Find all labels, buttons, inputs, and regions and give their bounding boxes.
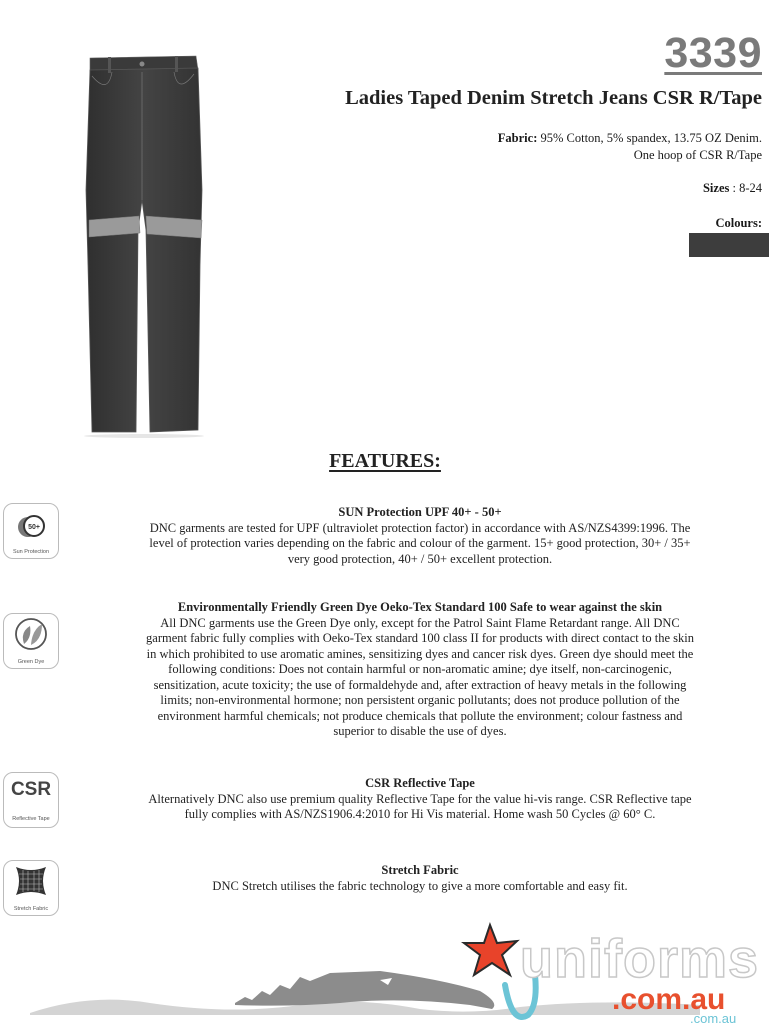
feature-line: DNC garments are tested for UPF (ultraviolet protection factor) in accordance with AS/NZS4399:1996. The [149, 520, 691, 535]
product-code: 3339 [664, 29, 762, 77]
feature-title: Environmentally Friendly Green Dye Oeko-Tex Standard 100 Safe to wear against the skin [177, 600, 663, 614]
feature-line: All DNC garments use the Green Dye only, except for the Patrol Saint Flame Retardant range. All DNC [160, 615, 680, 630]
feature-line: very good protection, 40+ / 50+ excellent protection. [287, 551, 553, 566]
fabric-spec [498, 130, 762, 164]
feature-stretch-fabric [70, 863, 770, 894]
svg-text:.com.au: .com.au [690, 1011, 737, 1026]
feature-green-dye [70, 600, 770, 740]
fabric-label: Fabric: [497, 131, 538, 145]
feature-line: fully complies with AS/NZS1906.4:2010 for Hi Vis material. Home wash 50 Cycles @ 60° C. [184, 807, 656, 821]
sun-protection-caption: Sun Protection [12, 549, 50, 555]
sun-protection-icon [4, 504, 58, 544]
feature-line: level of protection varies depending on the fabric and colour of the garment. 15+ good protection, 30+ / 35+ [149, 536, 691, 550]
stretch-fabric-caption: Stretch Fabric [13, 906, 49, 912]
product-image [78, 50, 208, 440]
sizes-label: Sizes [702, 181, 730, 195]
csr-reflective-tape-icon: CSR [10, 779, 52, 800]
features-heading: FEATURES: [329, 450, 441, 472]
colours-label: Colours: [715, 216, 762, 230]
sizes [703, 181, 762, 196]
sizes-value: : 8-24 [732, 181, 762, 195]
csr-reflective-tape-badge [3, 772, 59, 828]
feature-line: following conditions: Does not contain harmful or non-aromatic amine; dye itself, non-carcinogenic, [168, 662, 672, 676]
svg-text:50+: 50+ [28, 524, 40, 531]
feature-csr-reflective-tape [70, 776, 770, 823]
uniforms-logo-banner [0, 905, 770, 1026]
feature-title: CSR Reflective Tape [365, 776, 475, 790]
feature-sun-protection [70, 505, 770, 567]
feature-line: Alternatively DNC also use premium quality Reflective Tape for the value hi-vis range. CSR Reflective tape [148, 791, 692, 806]
svg-text:uniforms: uniforms [520, 929, 760, 989]
csr-caption: Reflective Tape [12, 816, 50, 822]
star-icon [464, 925, 517, 975]
green-dye-badge [3, 613, 59, 669]
fabric-line-1: 95% Cotton, 5% spandex, 13.75 OZ Denim. [540, 131, 762, 145]
colour-swatch-charcoal [689, 233, 769, 257]
feature-line: in which prohibited to use aromatic amines, sensitizing dyes and cancer risk dyes. Green dye should meet the [146, 646, 694, 661]
stretch-fabric-icon [4, 861, 58, 901]
feature-line: garment fabric fully complies with Oeko-Tex standard 100 class II for products with direct contact to the skin [146, 631, 694, 645]
product-title: Ladies Taped Denim Stretch Jeans CSR R/Tape [345, 87, 762, 109]
feature-line: sensitization, acute toxicity; the use of formaldehyde and, after extraction of heavy metals in the following [153, 677, 687, 692]
green-dye-caption: Green Dye [17, 659, 45, 665]
sun-protection-badge [3, 503, 59, 559]
feature-title: SUN Protection UPF 40+ - 50+ [338, 505, 502, 519]
feature-line: environment harmful chemicals; not produce chemicals that pollute the environment; colour fastness and [157, 708, 683, 723]
feature-line: superior to disable the use of dyes. [333, 724, 507, 738]
feature-line: limits; non-environmental hormone; non persistent organic pollutants; does not produce pollution of the [160, 693, 680, 707]
feature-line: DNC Stretch utilises the fabric technology to give a more comfortable and easy fit. [212, 878, 628, 893]
green-dye-icon [4, 614, 58, 654]
feature-title: Stretch Fabric [381, 863, 459, 877]
svg-text:.com.au: .com.au [612, 983, 726, 1016]
fabric-line-2: One hoop of CSR R/Tape [633, 148, 762, 162]
